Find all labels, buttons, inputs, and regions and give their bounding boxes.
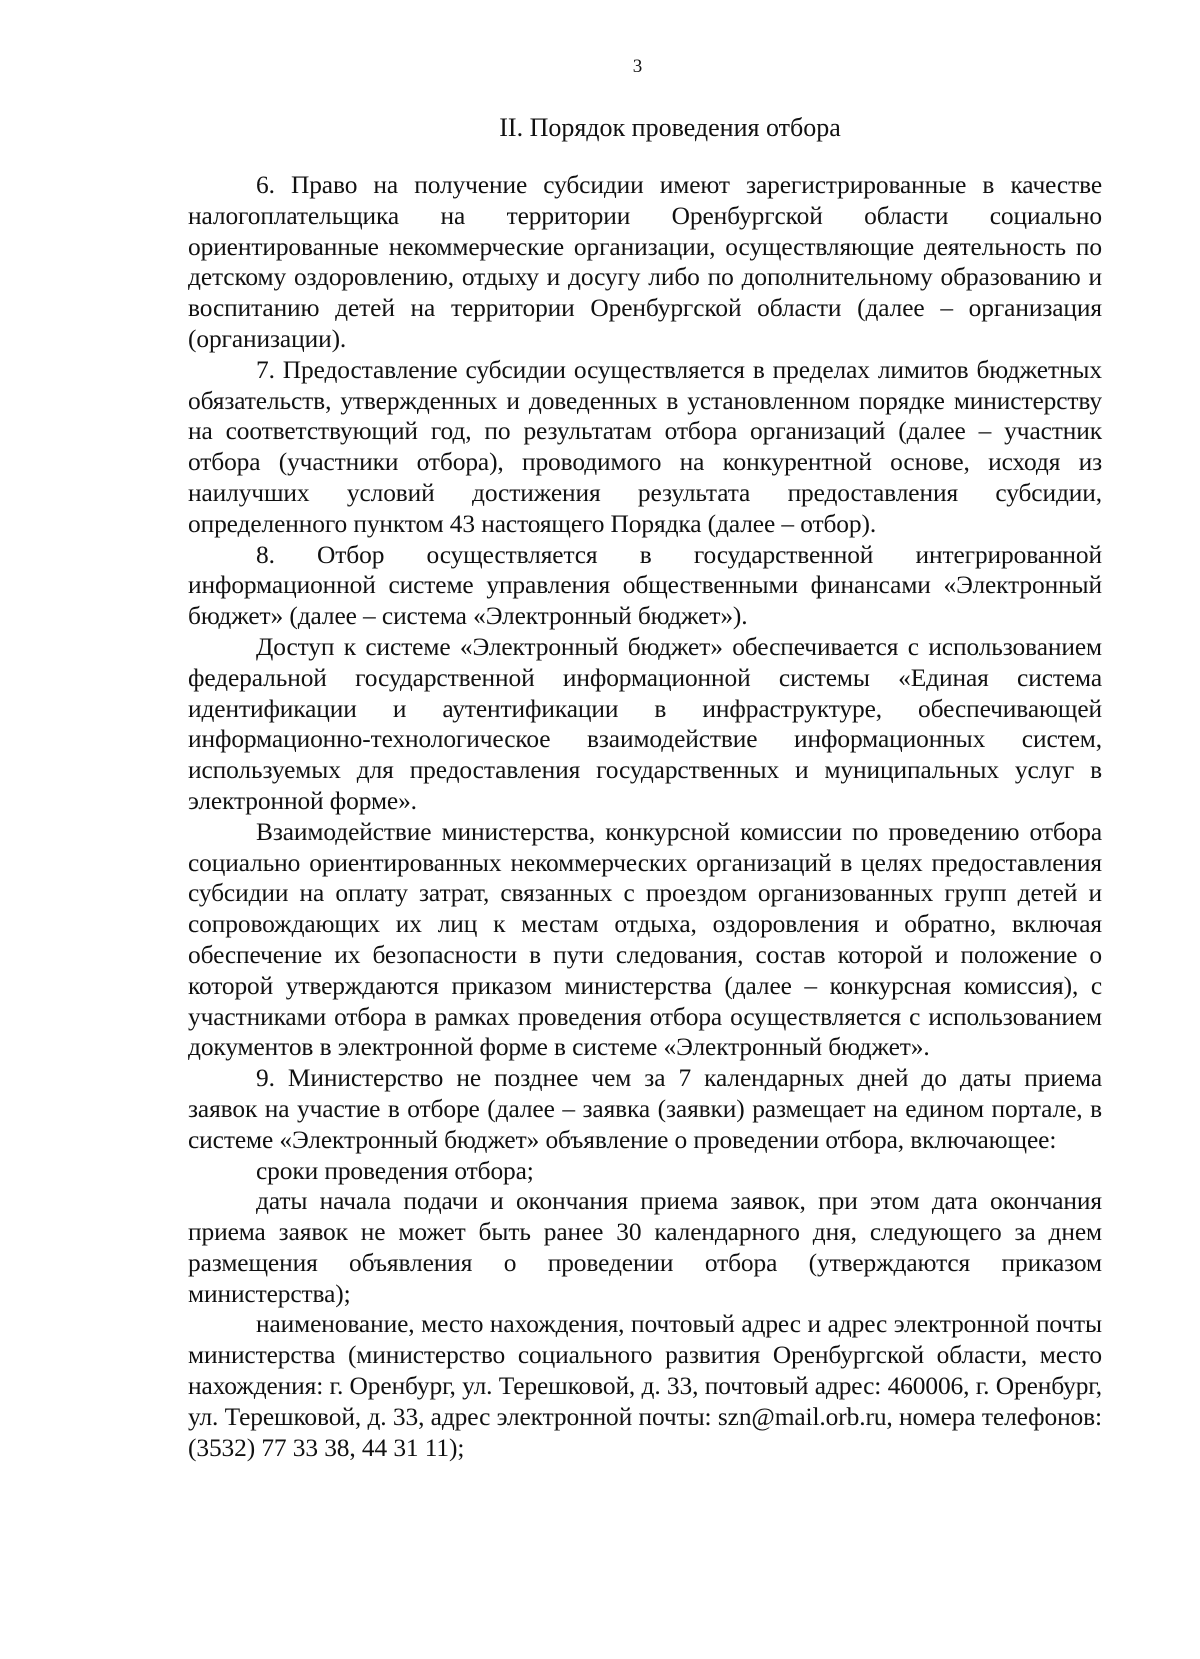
- section-title: II. Порядок проведения отбора: [499, 113, 841, 142]
- paragraph-8: 8. Отбор осуществляется в государственной интегрированной информационной системе управления общественными финансами «Электронный бюджет» (далее – система «Электронный бюджет»).: [188, 540, 1102, 631]
- paragraph-6: 6. Право на получение субсидии имеют зарегистрированные в качестве налогоплательщика на территории Оренбургской области социально ориентированные некоммерческие организации, осуществляющие деятельность по детскому оздоровлению, отдыху и досугу либо по дополнительному образованию и воспитанию детей на территории Оренбургской области (далее – организация (организации).: [188, 171, 1102, 353]
- paragraph-9: 9. Министерство не позднее чем за 7 календарных дней до даты приема заявок на участие в отборе (далее – заявка (заявки) размещает на едином портале, в системе «Электронный бюджет» объявление о проведении отбора, включающее:: [188, 1064, 1102, 1154]
- paragraph-9-dates: даты начала подачи и окончания приема заявок, при этом дата окончания приема заявок не может быть ранее 30 календарного дня, следующего за днем размещения объявления о проведении отбора (утверждаются приказом министерства);: [188, 1187, 1102, 1308]
- page-number: 3: [632, 56, 643, 77]
- paragraph-9-contacts: наименование, место нахождения, почтовый адрес и адрес электронной почты министерства (министерство социального развития Оренбургской области, место нахождения: г. Оренбург, ул. Терешковой, д. 33, почтовый адрес: 460006, г. Оренбург, ул. Терешковой, д. 33, адрес электронной почты: szn@mail.orb.ru, номера телефонов: (3532) 77 33 38, 44 31 11);: [188, 1310, 1102, 1462]
- paragraph-9-terms: сроки проведения отбора;: [256, 1156, 534, 1185]
- paragraph-8-access: Доступ к системе «Электронный бюджет» обеспечивается с использованием федеральной государственной информационной системы «Единая система идентификации и аутентификации в инфраструктуре, обеспечивающей информационно-технологическое взаимодействие информационных систем, используемых для предоставления государственных и муниципальных услуг в электронной форме».: [188, 632, 1102, 815]
- document-body: [188, 170, 1102, 1463]
- paragraph-8-interaction: Взаимодействие министерства, конкурсной комиссии по проведению отбора социально ориентированных некоммерческих организаций в целях предоставления субсидии на оплату затрат, связанных с проездом организованных групп детей и сопровождающих их лиц к местам отдыха, оздоровления и обратно, включая обеспечение их безопасности в пути следования, состав которой и положение о которой утверждаются приказом министерства (далее – конкурсная комиссия), с участниками отбора в рамках проведения отбора осуществляется с использованием документов в электронной форме в системе «Электронный бюджет».: [188, 817, 1102, 1062]
- paragraph-7: 7. Предоставление субсидии осуществляется в пределах лимитов бюджетных обязательств, утвержденных и доведенных в установленном порядке министерству на соответствующий год, по результатам отбора организаций (далее – участник отбора (участники отбора), проводимого на конкурентной основе, исходя из наилучших условий достижения результата предоставления субсидии, определенного пунктом 43 настоящего Порядка (далее – отбор).: [188, 355, 1102, 538]
